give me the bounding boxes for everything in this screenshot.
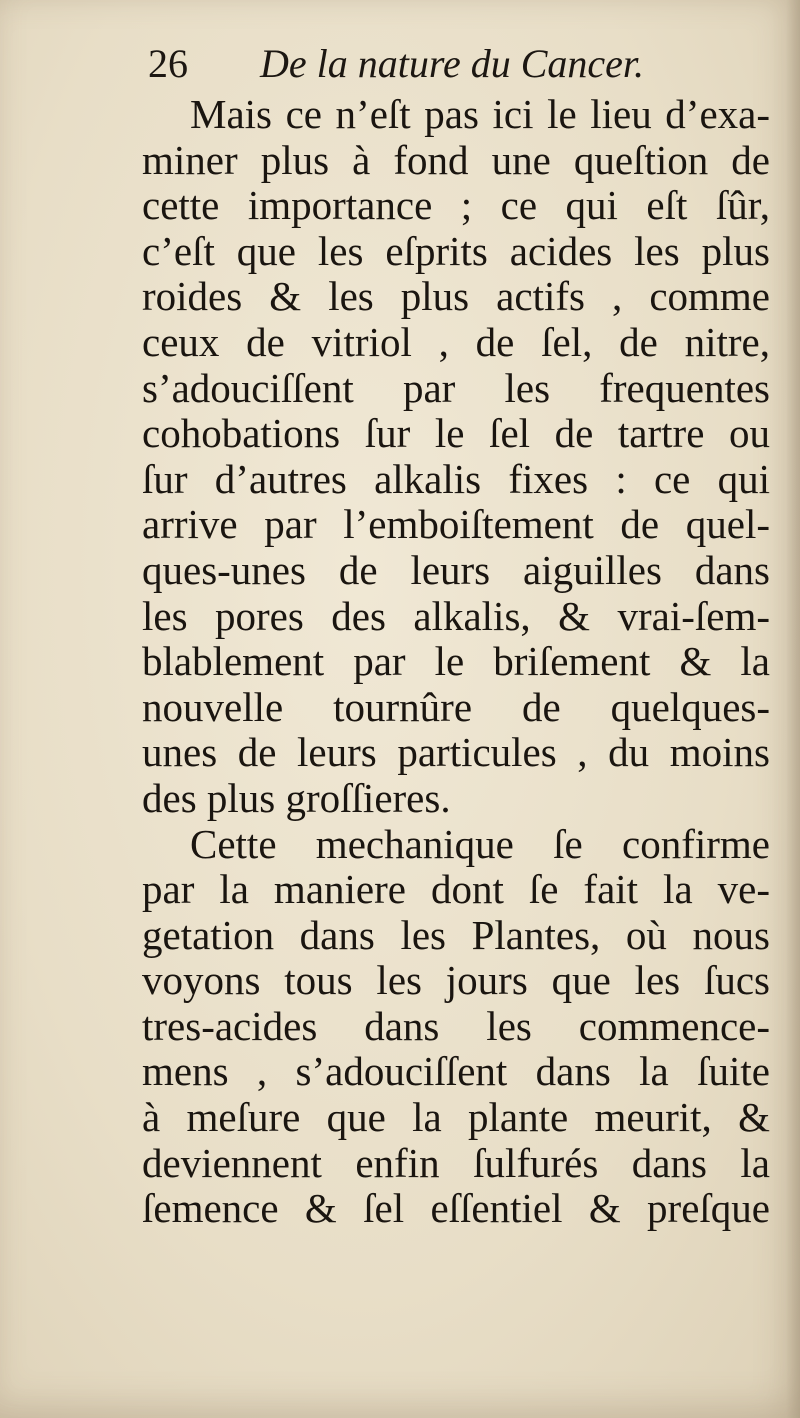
text-line: par la maniere dont ſe fait la ve- [142,866,770,913]
text-line: ſemence & ſel eſſentiel & preſque [142,1185,770,1232]
text-line: à meſure que la plante meurit, & [142,1094,770,1141]
text-line: ſur d’autres alkalis fixes : ce qui [142,455,770,502]
text-line: des plus groſſieres. [142,774,451,821]
text-line: mens , s’adouciſſent dans la ſuite [142,1048,770,1095]
body-text [142,92,770,1232]
text-line: s’adouciſſent par les frequentes [142,364,770,411]
text-line: les pores des alkalis, & vrai-ſem- [142,592,770,639]
paragraph-2 [142,822,770,1232]
text-line: ques-unes de leurs aiguilles dans [142,546,770,593]
text-line: tres-acides dans les commence- [142,1002,770,1049]
text-line: deviennent enfin ſulfurés dans la [142,1139,770,1186]
text-line: miner plus à fond une queſtion de [142,136,770,183]
page-number: 26 [148,41,188,86]
page-edge-shadow [786,0,800,1418]
text-line: cohobations ſur le ſel de tartre ou [142,410,770,457]
text-line: arrive par l’emboiſtement de quel- [142,501,770,548]
text-line: Cette mechanique ſe confirme [190,820,770,867]
text-line: getation dans les Plantes, où nous [142,911,770,958]
text-line: c’eſt que les eſprits acides les plus [142,227,770,274]
text-line: Mais ce n’eſt pas ici le lieu d’exa- [190,91,770,137]
text-line: roides & les plus actifs , comme [142,273,770,320]
text-line: ceux de vitriol , de ſel, de nitre, [142,318,770,365]
text-line: cette importance ; ce qui eſt ſûr, [142,182,770,229]
text-line: nouvelle tournûre de quelques- [142,683,770,730]
text-line: unes de leurs particules , du moins [142,729,770,776]
running-title: De la nature du Cancer. [260,41,645,86]
paragraph-1 [142,92,770,822]
text-line: blablement par le briſement & la [142,638,770,685]
text-line: voyons tous les jours que les ſucs [142,957,770,1004]
